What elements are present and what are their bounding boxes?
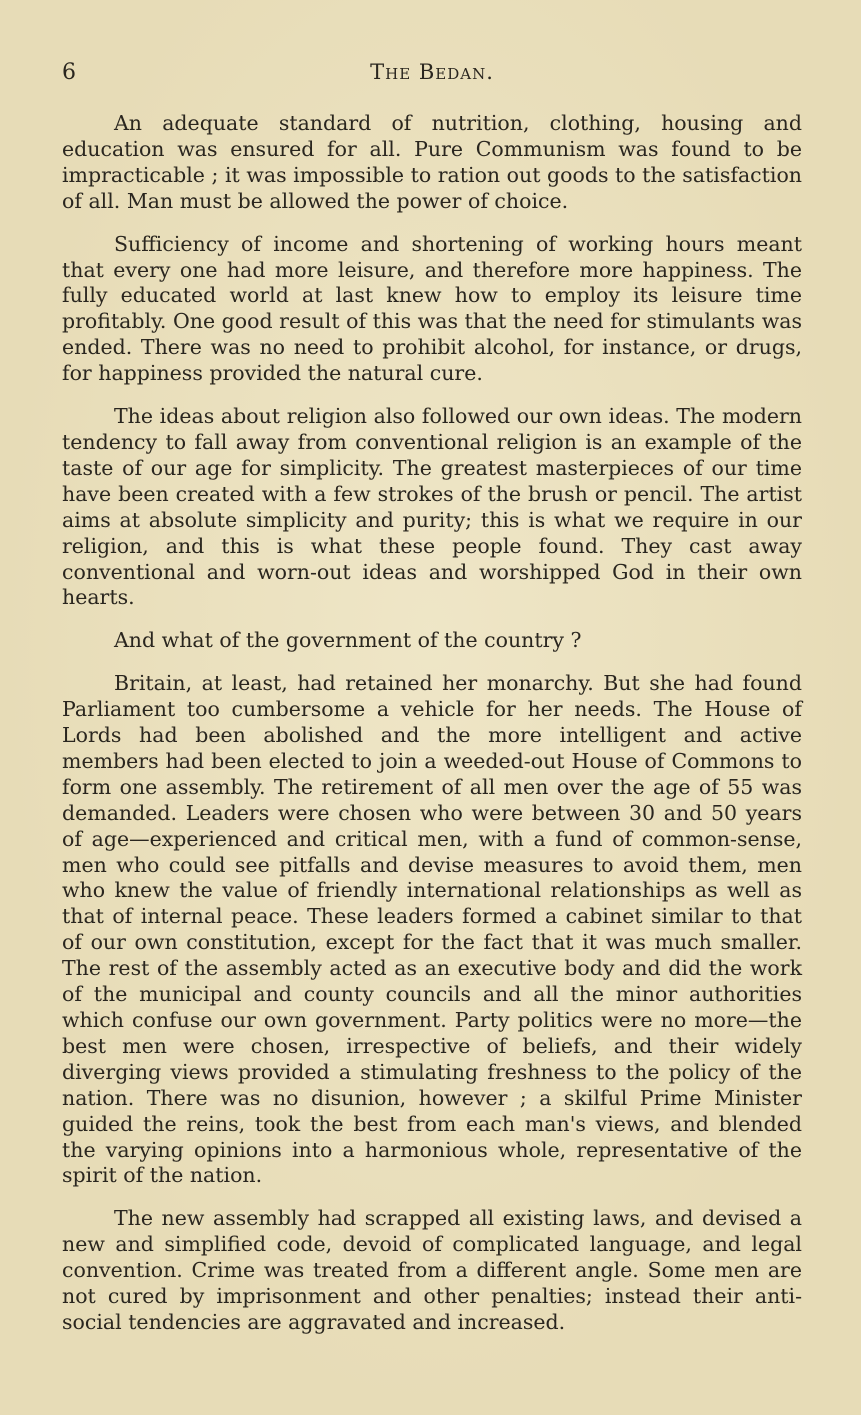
running-title: The Bedan. [370, 60, 494, 84]
paragraph-nutrition: An adequate standard of nutrition, clothing, housing and education was ensured for all. Pure Communism was found to be impracticable ; it was impossible to ration out goods to the satisfaction of all. Man must be allowed the power of choice. [62, 111, 802, 213]
paragraph-monarchy: Britain, at least, had retained her monarchy. But she had found Parliament too cumbersome a vehicle for her needs. The House of Lords had been abolished and the more intelligent and active members had been elected to join a weeded-out House of Commons to form one assembly. The retirement of all men over the age of 55 was demanded. Leaders were chosen who were between 30 and 50 years of age—experienced and critical men, with a fund of common-sense, men who could see pitfalls and devise measures to avoid them, men who knew the value of friendly international relationships as well as that of internal peace. These leaders formed a cabinet similar to that of our own constitution, except for the fact that it was much smaller. The rest of the assembly acted as an executive body and did the work of the municipal and county councils and all the minor authorities which confuse our own government. Party politics were no more—the best men were chosen, irrespective of beliefs, and their widely diverging views provided a stimulating freshness to the policy of the nation. There was no disunion, however ; a skilful Prime Minister guided the reins, took the best from each man's views, and blended the varying opinions into a harmonious whole, representative of the spirit of the nation. [62, 671, 802, 1188]
running-head [62, 60, 802, 92]
paragraph-laws: The new assembly had scrapped all existing laws, and devised a new and simplified code, devoid of complicated language, and legal convention. Crime was treated from a different angle. Some men are not cured by imprisonment and other penalties; instead their anti-social tendencies are aggravated and increased. [62, 1206, 802, 1334]
body-text [62, 111, 802, 1336]
page-number: 6 [62, 60, 77, 85]
paragraph-government-question: And what of the government of the country ? [114, 628, 582, 653]
paragraph-religion: The ideas about religion also followed our own ideas. The modern tendency to fall away from conventional religion is an example of the taste of our age for simplicity. The greatest masterpieces of our time have been created with a few strokes of the brush or pencil. The artist aims at absolute simplicity and purity; this is what we require in our religion, and this is what these people found. They cast away conventional and worn-out ideas and worshipped God in their own hearts. [62, 404, 802, 610]
paragraph-leisure: Sufficiency of income and shortening of working hours meant that every one had more leisure, and therefore more happiness. The fully educated world at last knew how to employ its leisure time profitably. One good result of this was that the need for stimulants was ended. There was no need to prohibit alcohol, for instance, or drugs, for happiness provided the natural cure. [62, 231, 802, 386]
